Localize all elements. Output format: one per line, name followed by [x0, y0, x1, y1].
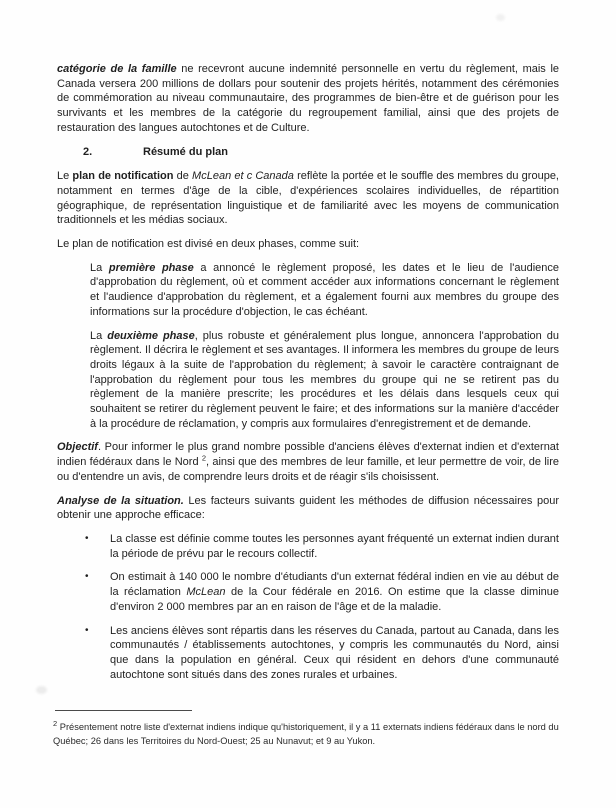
heading-number: 2. [83, 145, 93, 158]
text-segment: deuxième phase [107, 329, 195, 342]
text-segment: ne recevront aucune indemnité personnelle en vertu du règlement, mais le Canada versera 200 millions de dollars pour soutenir des projets hérités, notamment des cérémonies de commémoration au niveau communautaire, des programmes de bien-être et de guérison pour les survivants et les membres de la catégorie du regroupement familial, ainsi que des projets de restauration des langues autochtones et de Culture. [57, 63, 560, 134]
paragraph [57, 440, 559, 484]
text-segment: plan de notification [72, 170, 174, 183]
footnote-text [53, 718, 570, 748]
bullet-marker: • [85, 532, 89, 544]
text-segment: La [90, 329, 108, 342]
paragraph [90, 329, 559, 432]
paragraph [57, 237, 559, 252]
bullet-text [110, 532, 559, 561]
text-segment: On estimait à 140 000 le nombre d'étudiants d'un externat fédéral indien en vie au début de la réclamation [110, 571, 559, 599]
text-segment: , plus robuste et généralement plus longue, annoncera l'approbation du règlement. Il décrira le règlement et ses avantages. Il informera les membres du groupe de leurs droits légaux à la suite de l'approbation du règlement; à savoir le caractère contraignant de l'approbation du règlement pour tous les membres du groupe qui ne se retirent pas du règlement de la manière prescrite; les procédures et les délais dans lesquels ceux qui souhaitent se retirer du règlement peuvent le faire; et des informations sur la manière d'accéder à la procédure de réclamation, y compris aux formulaires d'enregistrement et de demande. [90, 329, 560, 430]
document-body [57, 62, 559, 691]
paragraph [57, 169, 559, 228]
text-segment: . Pour informer le plus grand nombre possible d'anciens élèves d'externat indien et d'externat indien fédéraux dans le Nord [57, 441, 559, 469]
paragraph [90, 261, 559, 320]
text-segment: de [173, 170, 193, 183]
text-segment: Analyse de la situation. [57, 494, 184, 507]
text-segment: Le plan de notification est divisé en deux phases, comme suit: [57, 238, 360, 251]
footnote-reference-number: 2 [53, 718, 58, 728]
bullet-marker: • [85, 624, 89, 636]
text-segment: , ainsi que des membres de leur famille, et leur permettre de voir, de lire ou d'entendre un avis, de comprendre leurs droits et de réagir s'ils choisissent. [57, 456, 559, 483]
bullet-item [57, 570, 559, 614]
footnote-reference-number: 2 [201, 453, 207, 463]
text-segment: de la Cour fédérale en 2016. On estime que la classe diminue d'environ 2 000 membres par an en raison de l'âge et de la maladie. [110, 586, 559, 613]
section-heading [83, 145, 559, 160]
text-segment: La [90, 261, 109, 274]
text-segment: La classe est définie comme toutes les personnes ayant fréquenté un externat indien durant la période de prévu par le recours collectif. [110, 532, 559, 560]
bullet-text [110, 570, 559, 614]
text-segment: première phase [108, 261, 194, 274]
text-segment: McLean [186, 586, 226, 599]
scan-artifact [496, 14, 505, 21]
bullet-text [110, 624, 559, 683]
bullet-item [57, 624, 559, 683]
heading-title: Résumé du plan [143, 145, 228, 158]
text-segment: McLean et c Canada [192, 170, 294, 183]
text-segment: Les anciens élèves sont répartis dans les réserves du Canada, partout au Canada, dans les communautés / établissements autochtones, y compris les communautés du Nord, ainsi que dans la population en général. Ceux qui résident en dehors d'une communauté autochtone sont situés dans des zones rurales et urbaines. [110, 624, 559, 681]
footnote-body: Présentement notre liste d'externat indiens indique qu'historiquement, il y a 11 externats indiens fédéraux dans le nord du Québec; 26 dans les Territoires du Nord-Ouest; 25 au Nunavut; et 9 au Yukon. [53, 722, 559, 746]
paragraph [57, 494, 559, 523]
bullet-marker: • [85, 571, 89, 583]
footnote-area [53, 710, 570, 748]
paragraph [57, 62, 559, 136]
text-segment: Le [57, 170, 73, 183]
text-segment: a annoncé le règlement proposé, les dates et le lieu de l'audience d'approbation du règlement, où et comment accéder aux informations concernant le règlement et l'audience d'approbation du règlement, et a également fourni aux membres du groupe des informations sur la procédure d'objection, le cas échéant. [90, 261, 559, 318]
footnote-separator [55, 710, 192, 711]
text-segment: Les facteurs suivants guident les méthodes de diffusion nécessaires pour obtenir une approche efficace: [57, 494, 559, 522]
text-segment: catégorie de la famille [57, 63, 177, 75]
bullet-item [57, 532, 559, 561]
scan-artifact [36, 686, 47, 694]
text-segment: reflète la portée et le souffle des membres du groupe, notamment en termes d'âge de la cible, d'expériences scolaires individuelles, de répartition géographique, de représentation linguistique et de familiarité avec les moyens de communication traditionnels et les médias sociaux. [57, 170, 559, 227]
text-segment: Objectif [57, 441, 98, 454]
